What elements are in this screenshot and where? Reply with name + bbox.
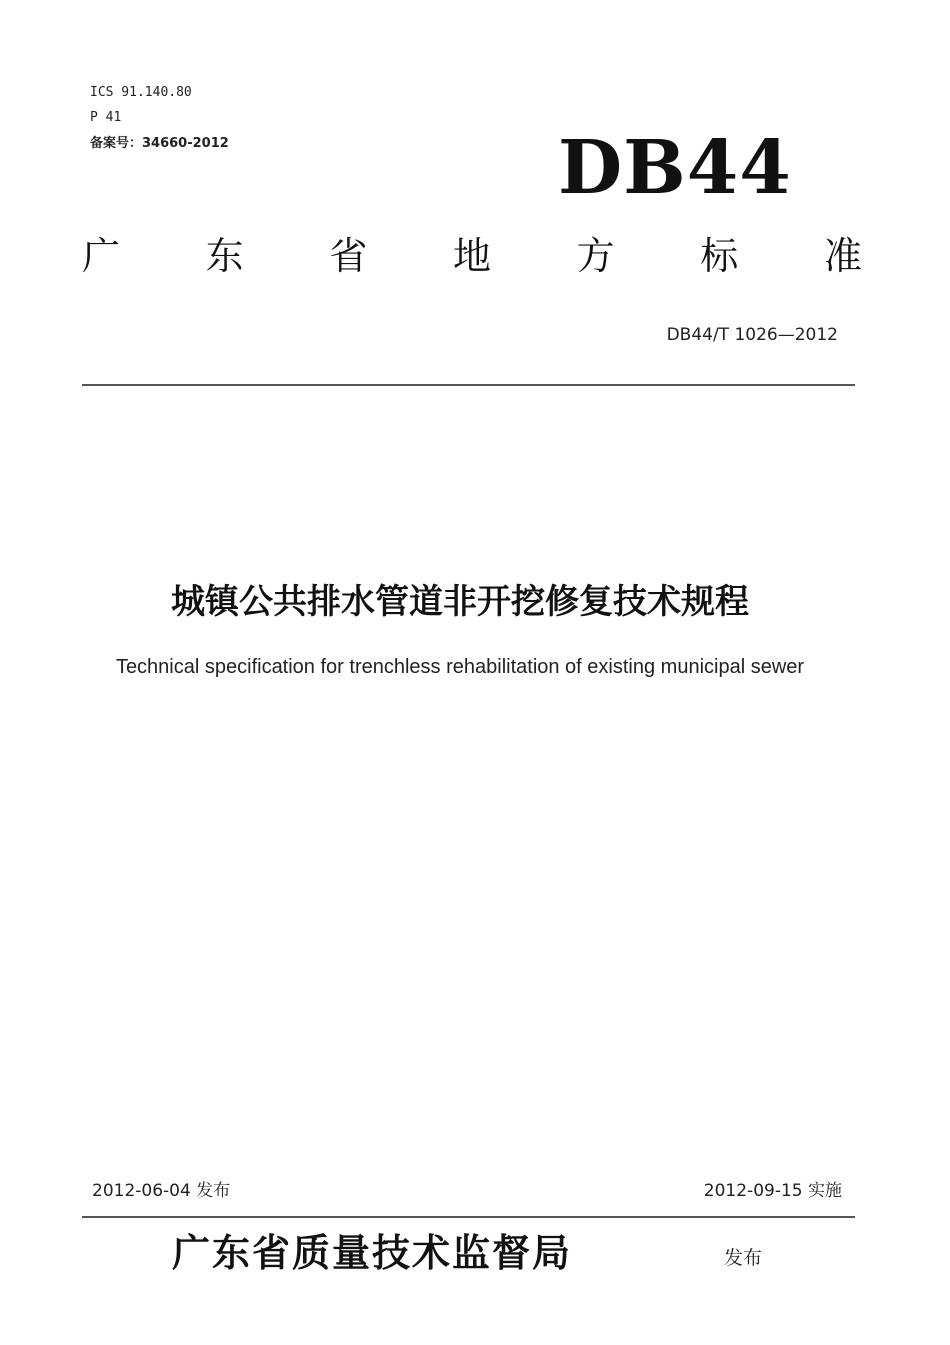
record-number: 备案号：34660-2012 [90, 136, 229, 151]
effective-date: 2012-09-15 实施 [703, 1181, 842, 1201]
title-english: Technical specification for trenchless rehabilitation of existing municipal sewer [115, 656, 805, 678]
standard-type-char: 东 [205, 234, 244, 278]
standard-type-char: 标 [700, 234, 739, 278]
standard-type-char: 方 [576, 234, 615, 278]
bottom-divider [82, 1216, 855, 1218]
top-divider [82, 384, 855, 386]
standard-type-char: 准 [823, 234, 862, 278]
standard-number: DB44/T 1026—2012 [666, 325, 838, 345]
standard-type-char: 省 [329, 234, 368, 278]
issue-date: 2012-06-04 发布 [92, 1181, 231, 1201]
standard-type-char: 广 [82, 234, 121, 278]
ics-code: ICS 91.140.80 [90, 85, 192, 100]
standard-type-char: 地 [452, 234, 491, 278]
classification-code: P 41 [90, 110, 122, 125]
title-chinese: 城镇公共排水管道非开挖修复技术规程 [171, 582, 749, 622]
standard-type-heading [82, 232, 862, 280]
issuer-suffix: 发布 [724, 1247, 763, 1269]
issuer-name: 广东省质量技术监督局 [172, 1230, 573, 1275]
db-logo: DB44 [558, 125, 792, 211]
